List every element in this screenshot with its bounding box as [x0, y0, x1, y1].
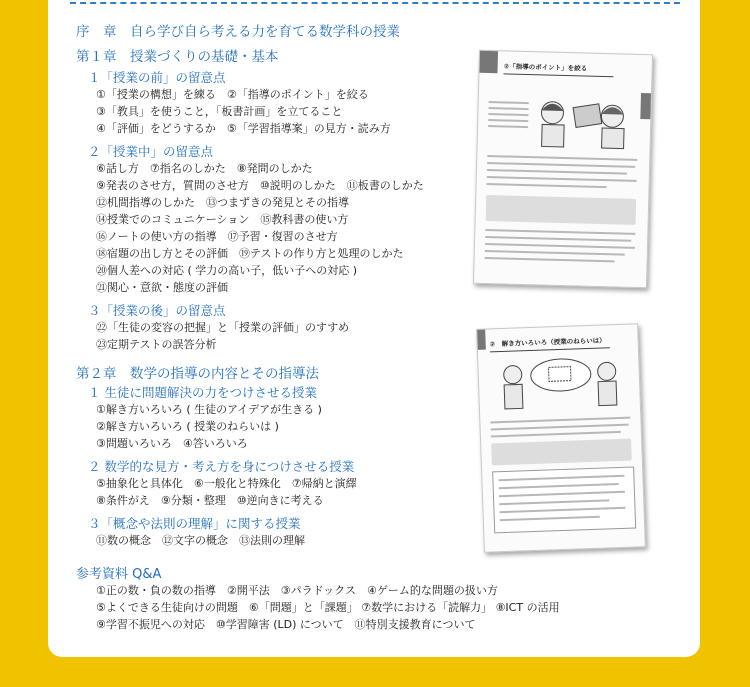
- chapter1-heading: 第１章 授業づくりの基礎・基本: [76, 49, 279, 65]
- page-note-box: [486, 195, 637, 225]
- chapter2-heading: 第２章 数学の指導の内容とその指導法: [76, 366, 319, 382]
- book-page-thumbnail: [476, 323, 646, 553]
- ch1-s2-item: ⑥話し方 ⑦指名のしかた ⑧発問のしかた: [96, 162, 313, 175]
- ch1-s1-item: ①「授業の構想」を練る ②「指導のポイント」を絞る: [96, 88, 369, 101]
- ch1-s1-item: ④「評価」をどうするか ⑤「学習指導案」の見方・読み方: [96, 122, 391, 135]
- ch1-s2-item: ⑯ノートの使い方の指導 ⑰予習・復習のさせ方: [96, 230, 338, 243]
- ch1-section2-heading: ２「授業中」の留意点: [88, 144, 214, 159]
- qa-item: ⑨学習不振児への対応 ⑩学習障害 (LD) について ⑪特別支援教育について: [96, 618, 476, 631]
- ch2-s2-item: ⑤抽象化と具体化 ⑥一般化と特殊化 ⑦帰納と演繹: [96, 477, 357, 490]
- page-chapter-tab: [479, 51, 498, 73]
- qa-heading: 参考資料 Q&A: [76, 567, 162, 582]
- ch1-s1-item: ③「教具」を使うこと，「板書計画」を立てること: [96, 105, 343, 118]
- ch1-section3-heading: ３「授業の後」の留意点: [88, 303, 226, 318]
- page-note-box: [491, 439, 632, 466]
- page-title: ②「指導のポイント」を絞る: [503, 62, 588, 73]
- ch1-section1-heading: １「授業の前」の留意点: [88, 70, 226, 85]
- ch2-s2-item: ⑧条件がえ ⑨分類・整理 ⑩逆向きに考える: [96, 494, 324, 507]
- ch2-s1-item: ①解き方いろいろ ( 生徒のアイデアが生きる ): [96, 403, 322, 416]
- intro-heading: 序 章 自ら学び自ら考える力を育てる数学科の授業: [76, 24, 400, 40]
- students-illustration: [498, 353, 624, 415]
- teacher-illustration: [531, 90, 633, 153]
- ch1-s2-item: ⑭授業でのコミュニケーション ⑮教科書の使い方: [96, 213, 349, 226]
- book-page-thumbnail: [473, 50, 653, 288]
- ch1-s2-item: ⑨発表のさせ方，質問のさせ方 ⑩説明のしかた ⑪板書のしかた: [96, 179, 424, 192]
- ch1-s2-item: ㉑関心・意欲・態度の評価: [96, 281, 228, 294]
- ch2-s1-item: ②解き方いろいろ ( 授業のねらいは ): [96, 420, 279, 433]
- ch1-s2-item: ⑳個人差への対応 ( 学力の高い子，低い子への対応 ): [96, 264, 358, 277]
- ch1-s3-item: ㉓定期テストの誤答分析: [96, 338, 217, 351]
- ch2-section1-heading: １ 生徒に問題解決の力をつけさせる授業: [88, 385, 317, 400]
- qa-item: ⑤よくできる生徒向けの問題 ⑥「問題」と「課題」 ⑦数学における「読解力」 ⑧ICT の活用: [96, 601, 560, 614]
- ch2-section2-heading: ２ 数学的な見方・考え方を身につけさせる授業: [88, 459, 355, 474]
- ch2-section3-heading: ３「概念や法則の理解」に関する授業: [88, 516, 301, 531]
- ch2-s1-item: ③問題いろいろ ④答いろいろ: [96, 437, 248, 450]
- ch1-s2-item: ⑫机間指導のしかた ⑬つまずきの発見とその指導: [96, 196, 349, 209]
- ch2-s3-item: ⑪数の概念 ⑫文字の概念 ⑬法則の理解: [96, 534, 305, 547]
- page-chapter-tab: [477, 330, 486, 350]
- qa-item: ①正の数・負の数の指導 ②開平法 ③パラドックス ④ゲーム的な問題の扱い方: [96, 584, 498, 597]
- ch1-s2-item: ⑱宿題の出し方とその評価 ⑲テストの作り方と処理のしかた: [96, 247, 404, 260]
- page-title: ② 解き方いろいろ（授業のねらいは）: [489, 336, 606, 349]
- page-side-tab: [640, 93, 651, 119]
- ch1-s3-item: ㉒「生徒の変容の把握」と「授業の評価」のすすめ: [96, 321, 350, 334]
